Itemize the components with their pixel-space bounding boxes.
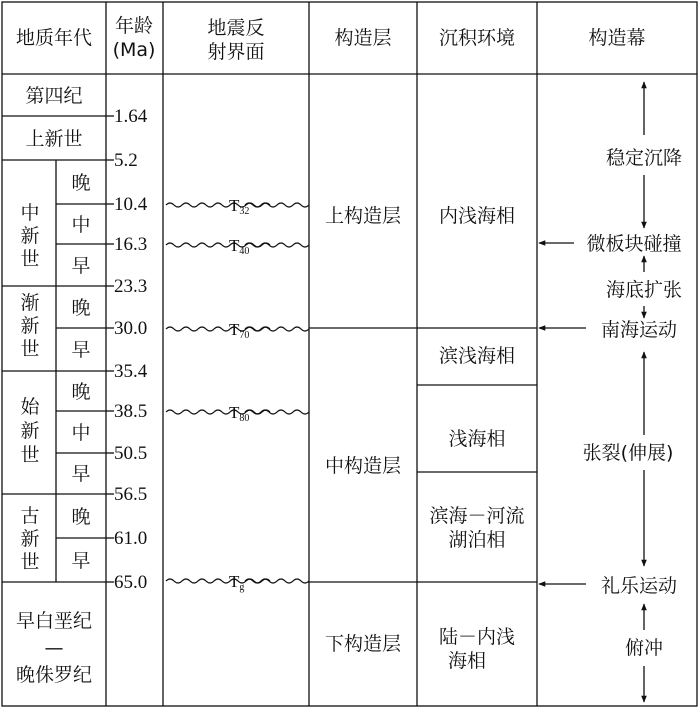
era-cretaceous-line3: 晚侏罗纪 [15, 664, 93, 686]
env-inner-shallow-sea: 内浅海相 [438, 205, 516, 227]
header-reflector-line1: 地震反 [207, 17, 265, 39]
era-column [16, 85, 92, 686]
episode-liyue-movement: 礼乐运动 [600, 575, 678, 597]
header-layer: 构造层 [334, 27, 392, 49]
reflector-t70: T70 [229, 320, 250, 341]
episode-microplate-collision: 微板块碰撞 [586, 233, 682, 255]
eocene-middle: 中 [71, 422, 91, 444]
reflector-t80: T80 [229, 403, 250, 424]
era-quaternary: 第四纪 [25, 85, 83, 107]
env-land-inner-line2: 海相 [447, 650, 487, 672]
era-eocene-char-1: 始 [20, 396, 40, 418]
episode-stable-subsidence: 稳定沉降 [605, 147, 683, 169]
header-reflector-line2: 射界面 [207, 41, 265, 63]
age-label: 50.5 [114, 443, 148, 464]
age-label: 1.64 [114, 106, 148, 127]
layer-middle: 中构造层 [324, 455, 402, 477]
header-age-line1: 年龄 [114, 15, 154, 37]
era-eocene-char-3: 世 [20, 444, 40, 466]
env-land-inner-line1: 陆－内浅 [438, 626, 516, 648]
grid-lines [2, 2, 697, 706]
header-episode: 构造幕 [588, 27, 646, 49]
age-label: 5.2 [114, 150, 138, 171]
era-oligocene-char-3: 世 [20, 338, 40, 360]
era-paleocene-char-1: 古 [20, 505, 40, 527]
miocene-middle: 中 [71, 214, 91, 236]
episode-subduction: 俯冲 [624, 637, 664, 659]
age-label: 23.3 [114, 276, 148, 297]
reflector-labels [229, 196, 249, 593]
era-pliocene: 上新世 [25, 128, 83, 150]
era-cretaceous-line1: 早白垩纪 [15, 610, 93, 632]
paleocene-early: 早 [71, 550, 91, 572]
age-label: 16.3 [114, 234, 148, 255]
episode-nanhai-movement: 南海运动 [600, 319, 678, 341]
layer-lower: 下构造层 [324, 633, 402, 655]
reflector-tg: Tg [229, 572, 245, 593]
env-littoral-fluvial-line1: 滨海－河流 [429, 505, 525, 527]
reflector-t40: T40 [229, 236, 250, 257]
header-row [16, 15, 646, 63]
age-label: 61.0 [114, 528, 148, 549]
age-label: 10.4 [114, 194, 148, 215]
era-miocene-char-1: 中 [20, 202, 40, 224]
env-littoral-shallow-sea: 滨浅海相 [438, 345, 516, 367]
age-label: 38.5 [114, 401, 148, 422]
miocene-early: 早 [71, 255, 91, 277]
era-miocene-char-3: 世 [20, 248, 40, 270]
age-label: 35.4 [114, 361, 148, 382]
oligocene-late: 晚 [71, 297, 91, 319]
reflector-t32: T32 [229, 196, 250, 217]
miocene-late: 晚 [71, 172, 91, 194]
era-cretaceous-line2: — [44, 637, 64, 659]
age-label: 30.0 [114, 318, 148, 339]
layer-upper: 上构造层 [324, 205, 402, 227]
eocene-late: 晚 [71, 381, 91, 403]
era-oligocene-char-2: 新 [20, 315, 40, 337]
era-oligocene-char-1: 渐 [20, 292, 40, 314]
header-environment: 沉积环境 [438, 27, 516, 49]
era-eocene-char-2: 新 [20, 420, 40, 442]
reflector-waves [166, 203, 309, 583]
age-label: 56.5 [114, 484, 148, 505]
layer-column [325, 205, 401, 655]
env-littoral-fluvial-line2: 湖泊相 [448, 529, 506, 551]
age-labels [114, 106, 148, 593]
episode-column [583, 147, 682, 659]
era-paleocene-char-2: 新 [20, 528, 40, 550]
header-age-line2: (Ma) [112, 39, 156, 61]
oligocene-early: 早 [71, 339, 91, 361]
age-label: 65.0 [114, 572, 148, 593]
header-era: 地质年代 [15, 27, 93, 49]
era-paleocene-char-3: 世 [20, 551, 40, 573]
episode-arrows [539, 82, 644, 702]
episode-rifting: 张裂(伸展) [582, 442, 674, 464]
paleocene-late: 晚 [71, 506, 91, 528]
episode-seafloor-spreading: 海底扩张 [605, 279, 683, 301]
era-miocene-char-2: 新 [20, 225, 40, 247]
env-shallow-sea: 浅海相 [448, 428, 506, 450]
eocene-early: 早 [71, 463, 91, 485]
environment-column [429, 205, 524, 672]
